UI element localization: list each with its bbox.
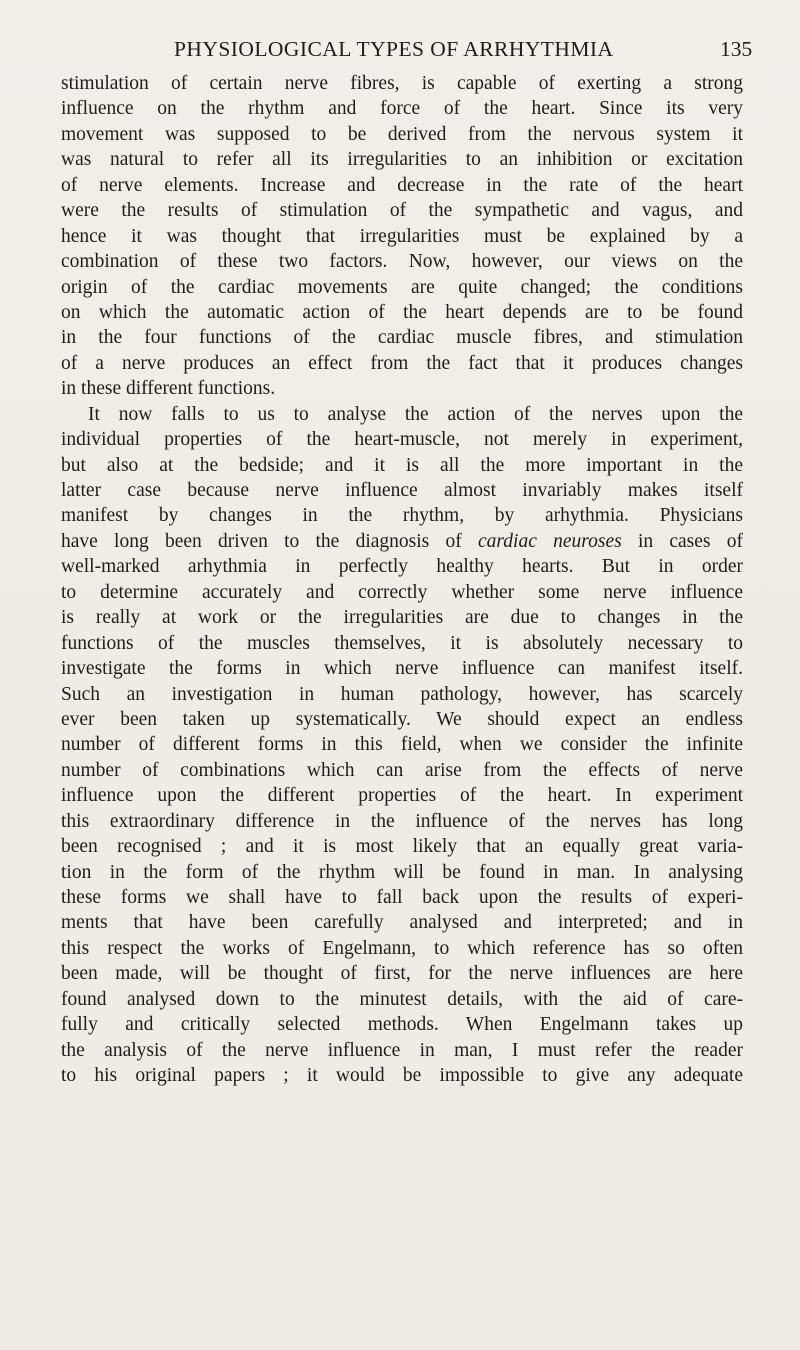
text-line: origin of the cardiac movements are quite changed; the conditions [61, 276, 743, 298]
text-line: investigate the forms in which nerve influence can manifest itself. [61, 658, 743, 680]
text-line: ever been taken up systematically. We should expect an endless [61, 708, 743, 730]
text-line: ments that have been carefully analysed and interpreted; and in [61, 912, 743, 934]
text-line: of nerve elements. Increase and decrease in the rate of the heart [61, 174, 743, 196]
text-line: number of different forms in this field, when we consider the infinite [61, 734, 743, 756]
text-line: found analysed down to the minutest details, with the aid of care- [61, 988, 743, 1010]
text-line: individual properties of the heart-muscle, not merely in experiment, [61, 429, 743, 451]
text-line: this respect the works of Engelmann, to which reference has so often [61, 937, 743, 959]
page-number: 135 [720, 37, 753, 61]
paragraph-start-line: It now falls to us to analyse the action of the nerves upon the [88, 403, 743, 425]
text-line: is really at work or the irregularities are due to changes in the [61, 607, 743, 629]
text-line: influence on the rhythm and force of the heart. Since its very [61, 98, 743, 120]
text-line: these forms we shall have to fall back upon the results of experi- [61, 887, 743, 908]
text-line: to determine accurately and correctly whether some nerve influence [61, 581, 743, 603]
text-line: functions of the muscles themselves, it is absolutely necessary to [61, 632, 743, 654]
text-line: was natural to refer all its irregularities to an inhibition or excitation [61, 149, 743, 171]
running-title: PHYSIOLOGICAL TYPES OF ARRHYTHMIA [174, 37, 614, 61]
text-line: influence upon the different properties of the heart. In experiment [61, 785, 743, 807]
text-line: fully and critically selected methods. When Engelmann takes up [61, 1014, 743, 1036]
text-line: tion in the form of the rhythm will be found in man. In analysing [61, 861, 743, 883]
text-line: stimulation of certain nerve fibres, is capable of exerting a strong [61, 73, 743, 94]
text-line: movement was supposed to be derived from the nervous system it [61, 123, 743, 145]
body-text [61, 71, 743, 1089]
italic-term: cardiac neuroses [478, 530, 622, 552]
text-line: been made, will be thought of first, for the nerve influences are here [61, 963, 743, 985]
text-line: Such an investigation in human pathology, however, has scarcely [61, 683, 743, 705]
text-line: latter case because nerve influence almost invariably makes itself [61, 480, 743, 501]
text-line: been recognised ; and it is most likely that an equally great varia- [61, 836, 743, 858]
text-line: of a nerve produces an effect from the fact that it produces changes [61, 352, 743, 374]
text-line: the analysis of the nerve influence in man, I must refer the reader [61, 1039, 743, 1061]
text-line: were the results of stimulation of the sympathetic and vagus, and [61, 200, 743, 222]
text-line: on which the automatic action of the heart depends are to be found [61, 301, 743, 323]
text-line: in the four functions of the cardiac muscle fibres, and stimulation [61, 327, 743, 349]
text-line: manifest by changes in the rhythm, by arhythmia. Physicians [61, 505, 743, 527]
text-line: combination of these two factors. Now, however, our views on the [61, 251, 743, 273]
line-text-after-italic: in cases of [621, 530, 743, 552]
text-line: this extraordinary difference in the influence of the nerves has long [61, 810, 743, 832]
paragraph-end-line: in these different functions. [61, 378, 276, 400]
text-line: but also at the bedside; and it is all the more important in the [61, 454, 743, 476]
line-text-before-italic: have long been driven to the diagnosis of [61, 530, 478, 552]
text-line-with-italic [61, 529, 743, 554]
text-line: well-marked arhythmia in perfectly healthy hearts. But in order [61, 556, 743, 578]
text-line: number of combinations which can arise from the effects of nerve [61, 759, 743, 781]
running-header [0, 34, 800, 64]
text-line: to his original papers ; it would be impossible to give any adequate [61, 1065, 743, 1087]
text-line: hence it was thought that irregularities must be explained by a [61, 225, 743, 247]
